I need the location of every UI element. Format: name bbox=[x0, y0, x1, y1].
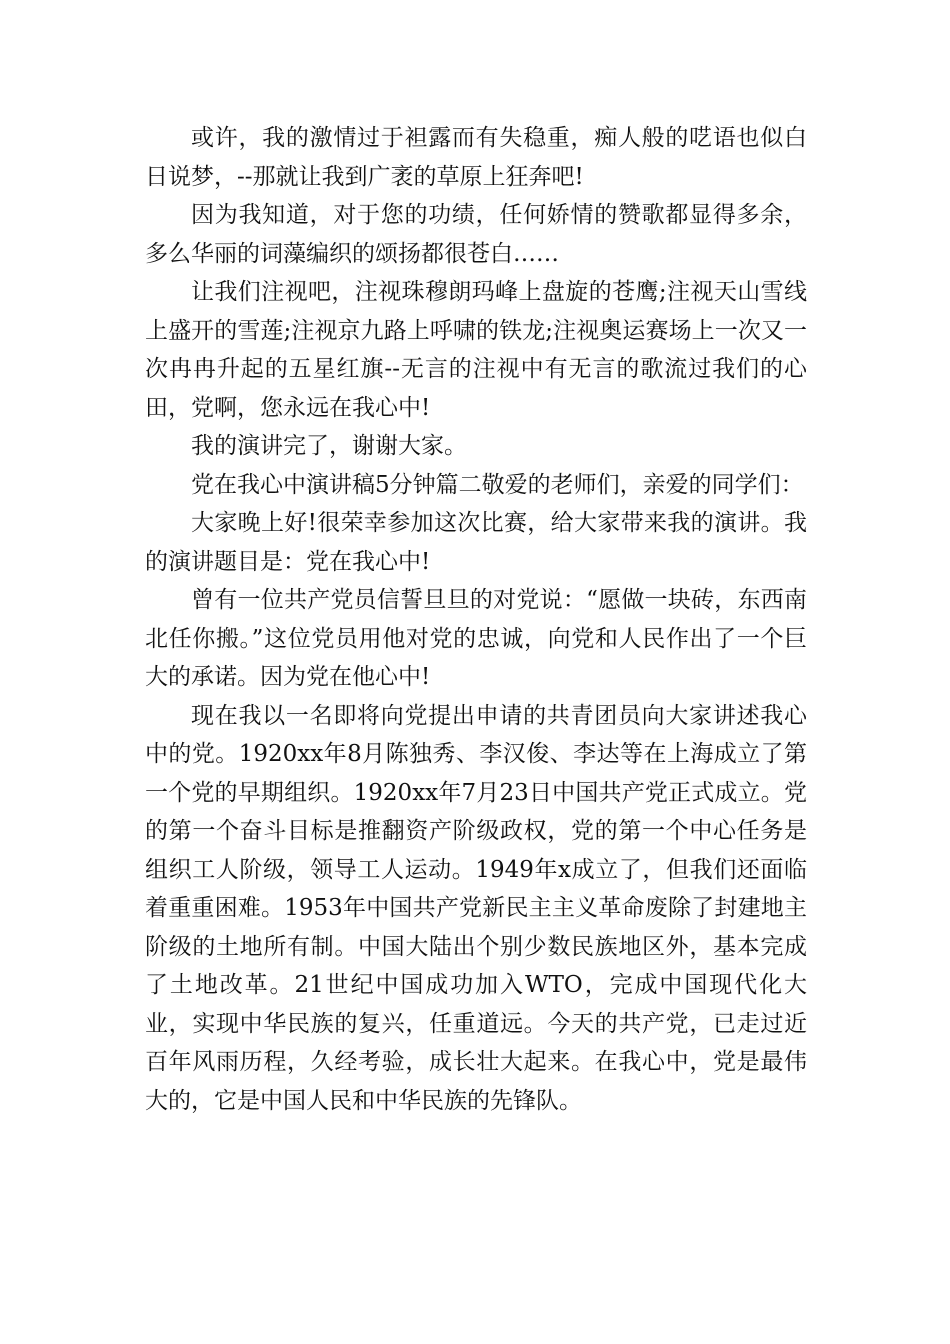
paragraph: 让我们注视吧，注视珠穆朗玛峰上盘旋的苍鹰;注视天山雪线上盛开的雪莲;注视京九路上呼啸的铁龙;注视奥运赛场上一次又一次冉冉升起的五星红旗--无言的注视中有无言的歌流过我们的心田，党啊，您永远在我心中! bbox=[145, 279, 807, 421]
document-body bbox=[145, 119, 807, 1120]
paragraph: 因为我知道，对于您的功绩，任何娇情的赞歌都显得多余，多么华丽的词藻编织的颂扬都很苍白…… bbox=[145, 202, 807, 267]
paragraph: 现在我以一名即将向党提出申请的共青团员向大家讲述我心中的党。1920xx年8月陈独秀、李汉俊、李达等在上海成立了第一个党的早期组织。1920xx年7月23日中国共产党正式成立。党的第一个奋斗目标是推翻资产阶级政权，党的第一个中心任务是组织工人阶级，领导工人运动。1949年x成立了，但我们还面临着重重困难。1953年中国共产党新民主主义革命废除了封建地主阶级的土地所有制。中国大陆出个别少数民族地区外，基本完成了土地改革。21世纪中国成功加入WTO，完成中国现代化大业，实现中华民族的复兴，任重道远。今天的共产党，已走过近百年风雨历程，久经考验，成长壮大起来。在我心中，党是最伟大的，它是中国人民和中华民族的先锋队。 bbox=[145, 702, 807, 1114]
paragraph: 曾有一位共产党员信誓旦旦的对党说：“愿做一块砖，东西南北任你搬。”这位党员用他对党的忠诚，向党和人民作出了一个巨大的承诺。因为党在他心中! bbox=[145, 587, 807, 690]
paragraph: 或许，我的激情过于袒露而有失稳重，痴人般的呓语也似白日说梦，--那就让我到广袤的草原上狂奔吧! bbox=[145, 125, 807, 190]
paragraph: 大家晚上好!很荣幸参加这次比赛，给大家带来我的演讲。我的演讲题目是：党在我心中! bbox=[145, 510, 807, 575]
paragraph: 党在我心中演讲稿5分钟篇二敬爱的老师们，亲爱的同学们： bbox=[191, 471, 804, 498]
paragraph: 我的演讲完了，谢谢大家。 bbox=[191, 433, 467, 459]
